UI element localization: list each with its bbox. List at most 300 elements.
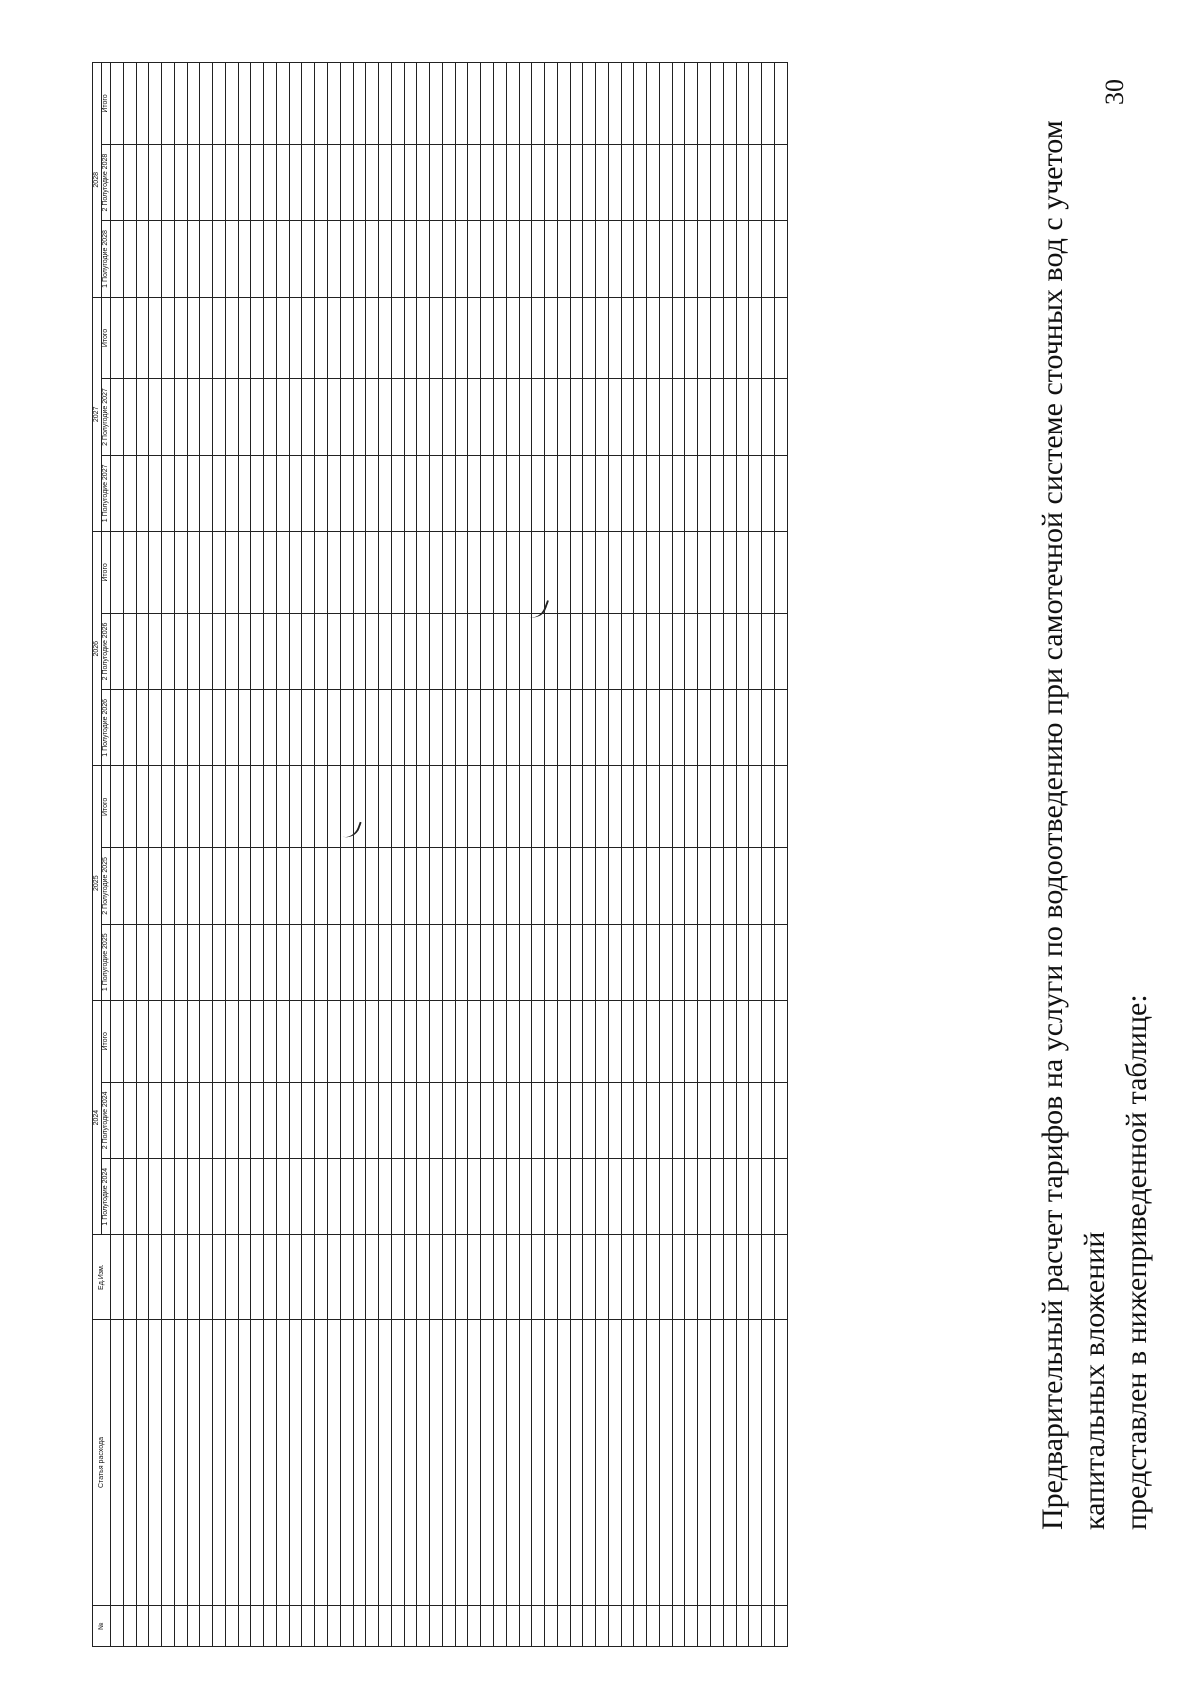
row-item-name bbox=[634, 1319, 647, 1605]
row-value bbox=[647, 532, 660, 614]
row-value bbox=[391, 144, 404, 220]
row-value bbox=[698, 924, 711, 1000]
row-value bbox=[532, 690, 545, 766]
row-value bbox=[570, 766, 583, 848]
table-row bbox=[149, 63, 162, 1647]
row-value bbox=[289, 1000, 302, 1082]
row-value bbox=[596, 766, 609, 848]
row-value bbox=[328, 766, 341, 848]
row-unit bbox=[225, 1235, 238, 1320]
row-value bbox=[225, 1082, 238, 1158]
row-value bbox=[570, 1159, 583, 1235]
row-number bbox=[213, 1606, 226, 1647]
row-value bbox=[123, 144, 136, 220]
row-value bbox=[391, 690, 404, 766]
row-value bbox=[596, 924, 609, 1000]
row-value bbox=[596, 613, 609, 689]
row-unit bbox=[404, 1235, 417, 1320]
row-value bbox=[723, 532, 736, 614]
row-unit bbox=[442, 1235, 455, 1320]
row-item-name bbox=[379, 1319, 392, 1605]
row-value bbox=[749, 924, 762, 1000]
row-value bbox=[366, 455, 379, 531]
row-item-name bbox=[506, 1319, 519, 1605]
row-item-name bbox=[340, 1319, 353, 1605]
row-value bbox=[455, 297, 468, 379]
row-item-name bbox=[596, 1319, 609, 1605]
table-row bbox=[251, 63, 264, 1647]
row-value bbox=[379, 924, 392, 1000]
row-value bbox=[455, 766, 468, 848]
row-value bbox=[545, 1000, 558, 1082]
row-value bbox=[289, 379, 302, 455]
row-number bbox=[596, 1606, 609, 1647]
row-number bbox=[302, 1606, 315, 1647]
row-value bbox=[213, 455, 226, 531]
row-value bbox=[366, 379, 379, 455]
row-value bbox=[162, 144, 175, 220]
row-value bbox=[672, 221, 685, 297]
row-value bbox=[111, 848, 124, 924]
row-value bbox=[659, 144, 672, 220]
row-value bbox=[430, 221, 443, 297]
row-value bbox=[289, 1159, 302, 1235]
row-value bbox=[634, 924, 647, 1000]
row-value bbox=[774, 1082, 787, 1158]
row-value bbox=[187, 455, 200, 531]
row-value bbox=[187, 924, 200, 1000]
row-number bbox=[506, 1606, 519, 1647]
row-unit bbox=[379, 1235, 392, 1320]
row-value bbox=[532, 63, 545, 145]
row-value bbox=[340, 1082, 353, 1158]
row-value bbox=[608, 144, 621, 220]
row-value bbox=[379, 1159, 392, 1235]
row-value bbox=[136, 848, 149, 924]
row-item-name bbox=[583, 1319, 596, 1605]
table-row bbox=[366, 63, 379, 1647]
row-value bbox=[532, 1082, 545, 1158]
row-value bbox=[493, 144, 506, 220]
row-item-name bbox=[136, 1319, 149, 1605]
row-value bbox=[366, 1082, 379, 1158]
row-value bbox=[532, 848, 545, 924]
row-value bbox=[379, 63, 392, 145]
row-value bbox=[264, 379, 277, 455]
row-value bbox=[276, 924, 289, 1000]
row-value bbox=[111, 532, 124, 614]
row-value bbox=[136, 63, 149, 145]
row-value bbox=[136, 690, 149, 766]
row-value bbox=[123, 1000, 136, 1082]
row-value bbox=[430, 690, 443, 766]
row-value bbox=[583, 848, 596, 924]
row-value bbox=[276, 144, 289, 220]
row-value bbox=[583, 63, 596, 145]
row-value bbox=[213, 1082, 226, 1158]
table-row bbox=[493, 63, 506, 1647]
row-value bbox=[302, 690, 315, 766]
row-value bbox=[481, 455, 494, 531]
row-value bbox=[225, 532, 238, 614]
row-value bbox=[315, 1082, 328, 1158]
row-value bbox=[723, 613, 736, 689]
row-value bbox=[417, 221, 430, 297]
row-value bbox=[749, 848, 762, 924]
row-value bbox=[570, 144, 583, 220]
row-value bbox=[366, 1159, 379, 1235]
row-value bbox=[366, 690, 379, 766]
row-value bbox=[698, 848, 711, 924]
row-value bbox=[111, 690, 124, 766]
row-value bbox=[213, 766, 226, 848]
row-value bbox=[532, 766, 545, 848]
row-value bbox=[621, 924, 634, 1000]
row-value bbox=[647, 1082, 660, 1158]
row-value bbox=[468, 1159, 481, 1235]
header-item: Статья расхода bbox=[93, 1319, 111, 1605]
row-value bbox=[200, 221, 213, 297]
row-value bbox=[608, 766, 621, 848]
table-row bbox=[417, 63, 430, 1647]
row-value bbox=[774, 532, 787, 614]
row-value bbox=[557, 455, 570, 531]
row-value bbox=[647, 1000, 660, 1082]
row-item-name bbox=[225, 1319, 238, 1605]
row-number bbox=[442, 1606, 455, 1647]
row-value bbox=[519, 455, 532, 531]
row-value bbox=[596, 1082, 609, 1158]
row-value bbox=[162, 1082, 175, 1158]
row-value bbox=[328, 924, 341, 1000]
row-value bbox=[493, 1000, 506, 1082]
row-value bbox=[200, 532, 213, 614]
row-item-name bbox=[557, 1319, 570, 1605]
row-value bbox=[634, 63, 647, 145]
row-value bbox=[442, 613, 455, 689]
table-row bbox=[698, 63, 711, 1647]
row-value bbox=[685, 924, 698, 1000]
row-value bbox=[276, 613, 289, 689]
row-value bbox=[162, 221, 175, 297]
row-value bbox=[621, 690, 634, 766]
row-value bbox=[391, 1000, 404, 1082]
row-value bbox=[379, 221, 392, 297]
row-value bbox=[774, 379, 787, 455]
table-row bbox=[442, 63, 455, 1647]
row-value bbox=[174, 766, 187, 848]
row-value bbox=[111, 221, 124, 297]
row-value bbox=[379, 766, 392, 848]
row-value bbox=[417, 613, 430, 689]
row-unit bbox=[774, 1235, 787, 1320]
row-value bbox=[710, 848, 723, 924]
row-value bbox=[710, 766, 723, 848]
row-value bbox=[123, 532, 136, 614]
row-value bbox=[481, 766, 494, 848]
row-value bbox=[596, 144, 609, 220]
row-value bbox=[532, 1159, 545, 1235]
row-value bbox=[417, 455, 430, 531]
row-value bbox=[289, 848, 302, 924]
row-value bbox=[162, 1000, 175, 1082]
row-value bbox=[545, 1159, 558, 1235]
row-value bbox=[200, 379, 213, 455]
row-value bbox=[723, 379, 736, 455]
row-value bbox=[583, 1082, 596, 1158]
row-item-name bbox=[481, 1319, 494, 1605]
row-number bbox=[647, 1606, 660, 1647]
row-value bbox=[493, 924, 506, 1000]
row-value bbox=[506, 1000, 519, 1082]
row-value bbox=[557, 1082, 570, 1158]
row-value bbox=[379, 690, 392, 766]
row-item-name bbox=[749, 1319, 762, 1605]
row-value bbox=[455, 455, 468, 531]
row-value bbox=[174, 63, 187, 145]
row-value bbox=[328, 297, 341, 379]
row-number bbox=[570, 1606, 583, 1647]
row-value bbox=[596, 221, 609, 297]
row-value bbox=[276, 221, 289, 297]
row-item-name bbox=[608, 1319, 621, 1605]
row-value bbox=[289, 144, 302, 220]
row-value bbox=[264, 1159, 277, 1235]
row-number bbox=[404, 1606, 417, 1647]
row-value bbox=[481, 1082, 494, 1158]
row-value bbox=[774, 455, 787, 531]
row-value bbox=[276, 1082, 289, 1158]
row-value bbox=[698, 690, 711, 766]
row-value bbox=[672, 690, 685, 766]
row-value bbox=[315, 690, 328, 766]
row-unit bbox=[685, 1235, 698, 1320]
row-value bbox=[417, 924, 430, 1000]
row-number bbox=[264, 1606, 277, 1647]
row-value bbox=[225, 297, 238, 379]
row-value bbox=[647, 221, 660, 297]
row-value bbox=[481, 613, 494, 689]
row-value bbox=[225, 63, 238, 145]
row-value bbox=[251, 1159, 264, 1235]
row-value bbox=[417, 690, 430, 766]
row-value bbox=[749, 1082, 762, 1158]
row-value bbox=[608, 455, 621, 531]
row-value bbox=[685, 455, 698, 531]
row-value bbox=[404, 766, 417, 848]
row-item-name bbox=[187, 1319, 200, 1605]
row-unit bbox=[621, 1235, 634, 1320]
row-value bbox=[710, 297, 723, 379]
row-unit bbox=[328, 1235, 341, 1320]
table-body bbox=[111, 63, 788, 1647]
row-value bbox=[506, 379, 519, 455]
table-row bbox=[596, 63, 609, 1647]
table-row bbox=[340, 63, 353, 1647]
row-value bbox=[455, 532, 468, 614]
row-value bbox=[774, 766, 787, 848]
row-value bbox=[736, 924, 749, 1000]
row-value bbox=[353, 63, 366, 145]
row-value bbox=[634, 144, 647, 220]
row-value bbox=[557, 690, 570, 766]
row-value bbox=[417, 1082, 430, 1158]
header-subperiod: Итого bbox=[102, 1000, 111, 1082]
row-value bbox=[162, 455, 175, 531]
row-value bbox=[506, 690, 519, 766]
row-value bbox=[647, 144, 660, 220]
row-value bbox=[264, 455, 277, 531]
row-value bbox=[302, 297, 315, 379]
row-value bbox=[723, 1159, 736, 1235]
row-value bbox=[468, 455, 481, 531]
row-value bbox=[723, 924, 736, 1000]
row-value bbox=[723, 63, 736, 145]
row-value bbox=[596, 690, 609, 766]
header-subperiod: 2 Полугодие 2028 bbox=[102, 144, 111, 220]
row-value bbox=[519, 690, 532, 766]
row-value bbox=[404, 221, 417, 297]
row-value bbox=[493, 297, 506, 379]
table-row bbox=[634, 63, 647, 1647]
row-value bbox=[430, 1159, 443, 1235]
row-value bbox=[710, 1159, 723, 1235]
row-value bbox=[264, 532, 277, 614]
row-value bbox=[698, 766, 711, 848]
row-value bbox=[723, 690, 736, 766]
tariff-table-sheet bbox=[92, 62, 788, 1647]
row-unit bbox=[583, 1235, 596, 1320]
row-value bbox=[302, 848, 315, 924]
row-value bbox=[749, 690, 762, 766]
row-value bbox=[634, 379, 647, 455]
row-value bbox=[353, 1000, 366, 1082]
row-value bbox=[710, 613, 723, 689]
row-value bbox=[621, 379, 634, 455]
row-value bbox=[391, 379, 404, 455]
row-unit bbox=[289, 1235, 302, 1320]
row-value bbox=[187, 848, 200, 924]
row-value bbox=[430, 924, 443, 1000]
row-value bbox=[506, 221, 519, 297]
row-value bbox=[391, 766, 404, 848]
row-number bbox=[289, 1606, 302, 1647]
table-row bbox=[187, 63, 200, 1647]
row-value bbox=[710, 532, 723, 614]
row-value bbox=[174, 1082, 187, 1158]
row-value bbox=[749, 297, 762, 379]
row-value bbox=[506, 766, 519, 848]
row-value bbox=[736, 766, 749, 848]
row-value bbox=[723, 1082, 736, 1158]
row-value bbox=[404, 690, 417, 766]
table-row bbox=[289, 63, 302, 1647]
header-subperiod: 1 Полугодие 2024 bbox=[102, 1159, 111, 1235]
row-value bbox=[430, 379, 443, 455]
row-value bbox=[685, 766, 698, 848]
row-value bbox=[366, 924, 379, 1000]
row-value bbox=[749, 1000, 762, 1082]
row-number bbox=[187, 1606, 200, 1647]
row-unit bbox=[174, 1235, 187, 1320]
row-number bbox=[723, 1606, 736, 1647]
row-value bbox=[468, 297, 481, 379]
row-value bbox=[417, 532, 430, 614]
row-value bbox=[634, 613, 647, 689]
row-value bbox=[225, 379, 238, 455]
row-value bbox=[621, 848, 634, 924]
row-unit bbox=[481, 1235, 494, 1320]
row-value bbox=[302, 144, 315, 220]
row-number bbox=[238, 1606, 251, 1647]
row-value bbox=[213, 221, 226, 297]
row-value bbox=[442, 297, 455, 379]
row-value bbox=[289, 690, 302, 766]
row-value bbox=[251, 455, 264, 531]
row-value bbox=[238, 1159, 251, 1235]
header-subperiod: 2 Полугодие 2026 bbox=[102, 613, 111, 689]
row-value bbox=[455, 221, 468, 297]
row-unit bbox=[417, 1235, 430, 1320]
row-number bbox=[430, 1606, 443, 1647]
row-number bbox=[366, 1606, 379, 1647]
row-value bbox=[379, 144, 392, 220]
row-value bbox=[187, 690, 200, 766]
row-unit bbox=[698, 1235, 711, 1320]
row-value bbox=[238, 924, 251, 1000]
row-value bbox=[634, 221, 647, 297]
row-value bbox=[404, 924, 417, 1000]
row-value bbox=[634, 690, 647, 766]
row-value bbox=[340, 690, 353, 766]
row-value bbox=[174, 532, 187, 614]
row-value bbox=[506, 1159, 519, 1235]
row-value bbox=[315, 924, 328, 1000]
row-value bbox=[736, 848, 749, 924]
row-value bbox=[532, 613, 545, 689]
row-value bbox=[123, 1082, 136, 1158]
row-unit bbox=[659, 1235, 672, 1320]
row-value bbox=[672, 532, 685, 614]
row-value bbox=[200, 455, 213, 531]
row-value bbox=[213, 532, 226, 614]
row-value bbox=[417, 848, 430, 924]
header-year: 2025 bbox=[93, 766, 102, 1000]
row-unit bbox=[430, 1235, 443, 1320]
row-value bbox=[315, 613, 328, 689]
row-item-name bbox=[659, 1319, 672, 1605]
row-value bbox=[493, 532, 506, 614]
row-value bbox=[391, 848, 404, 924]
row-item-name bbox=[123, 1319, 136, 1605]
row-value bbox=[621, 297, 634, 379]
row-value bbox=[391, 221, 404, 297]
row-value bbox=[710, 379, 723, 455]
row-number bbox=[328, 1606, 341, 1647]
header-year: 2028 bbox=[93, 63, 102, 298]
row-value bbox=[545, 297, 558, 379]
table-row bbox=[608, 63, 621, 1647]
table-row bbox=[749, 63, 762, 1647]
row-value bbox=[225, 924, 238, 1000]
row-value bbox=[251, 766, 264, 848]
row-value bbox=[468, 1082, 481, 1158]
row-value bbox=[200, 848, 213, 924]
row-value bbox=[621, 455, 634, 531]
row-item-name bbox=[672, 1319, 685, 1605]
row-value bbox=[251, 379, 264, 455]
row-value bbox=[493, 1159, 506, 1235]
